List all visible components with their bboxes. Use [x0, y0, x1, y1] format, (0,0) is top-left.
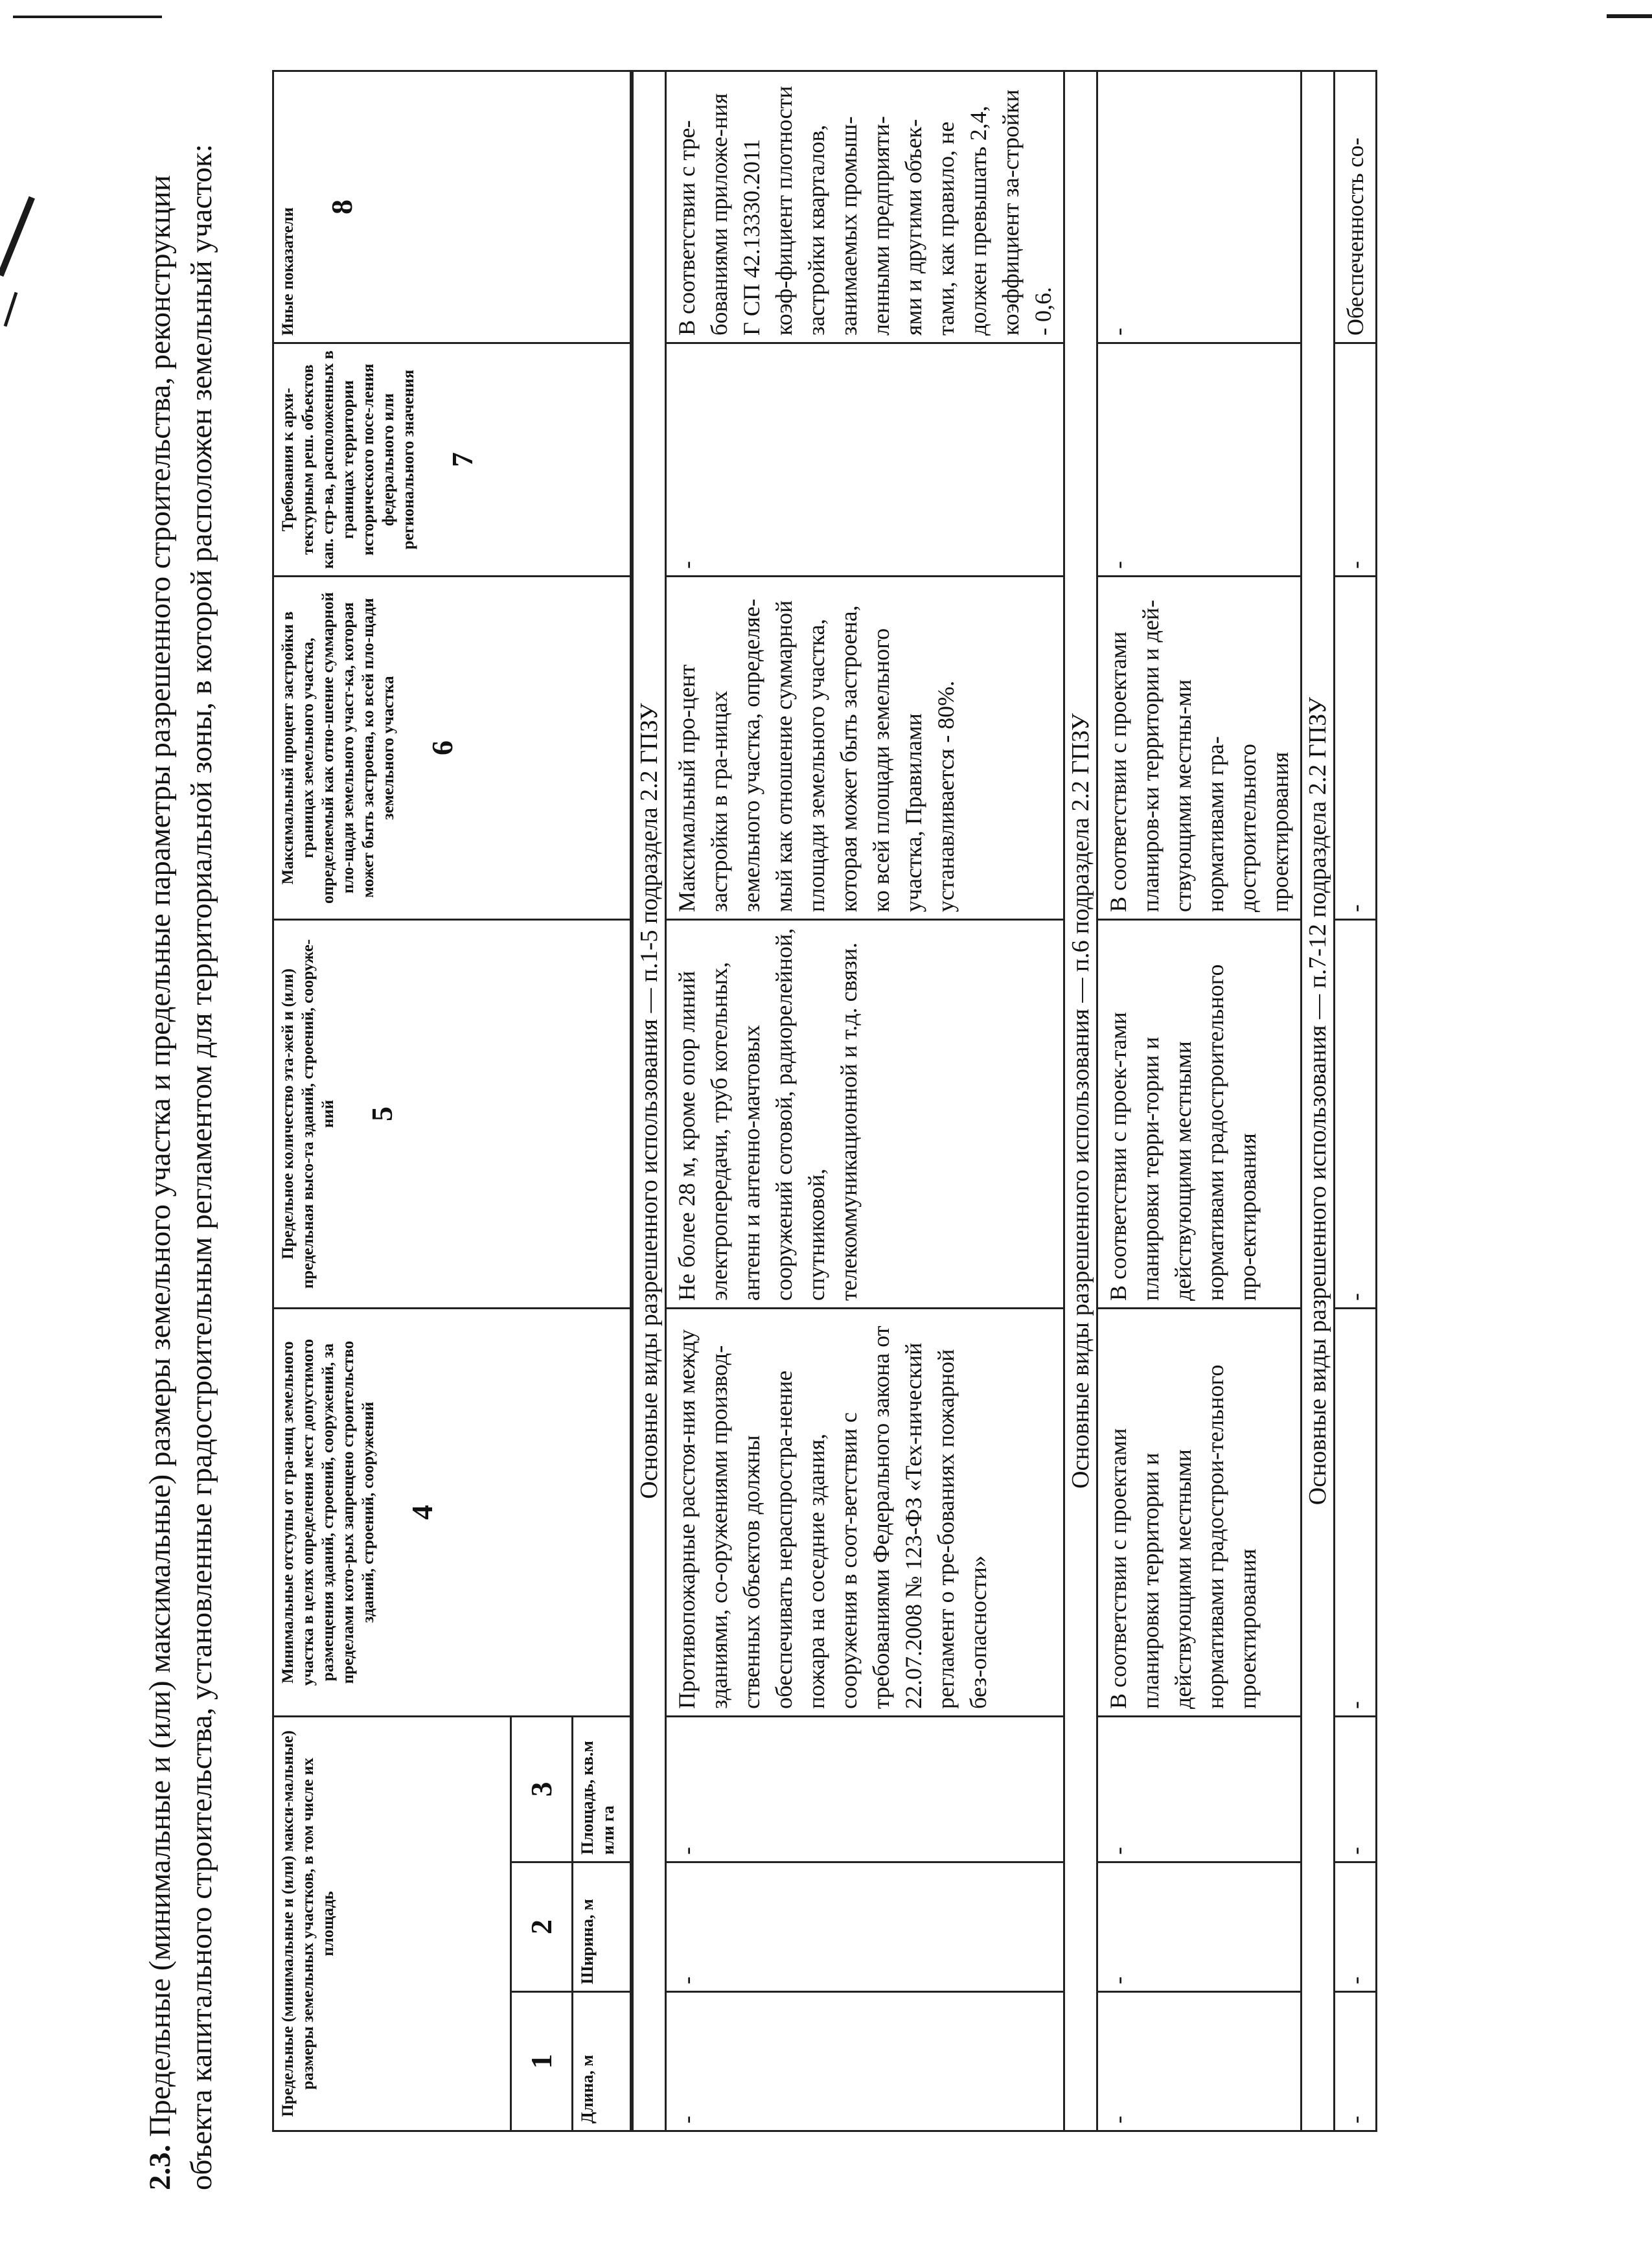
cell-building-percent: Максимальный про-цент застройки в гра-ницах земельного участка, определяе-мый как отношение суммарной площади земельного участка, которая может быть застроена, ко всей площади земельного участка, Правилами устанавливается - 80%.: [666, 577, 1064, 920]
cell-building-percent: В соответствии с проектами планиров-ки территории и дей-ствующими местны-ми нормативами гра-достроительного проектирования: [1097, 577, 1302, 920]
group-title-row: [1302, 71, 1335, 2131]
cell-architectural: -: [666, 343, 1064, 577]
subheader-length: Длина, м: [573, 1992, 631, 2131]
cell-setbacks: -: [1335, 1309, 1377, 1717]
cell-architectural: -: [1097, 343, 1302, 577]
cell-width: -: [1097, 1862, 1302, 1992]
column-number: 3: [511, 1717, 573, 1862]
cell-area: -: [666, 1717, 1064, 1862]
cell-area: -: [1335, 1717, 1377, 1862]
cell-floors-height: -: [1335, 920, 1377, 1309]
cell-area: -: [1097, 1717, 1302, 1862]
group-title: Основные виды разрешенного использования — п.6 подраздела 2.2 ГПЗУ: [1064, 71, 1097, 2131]
section-number: 2.3.: [143, 2144, 177, 2190]
group-title: Основные виды разрешенного использования — п.1-5 подраздела 2.2 ГПЗУ: [633, 71, 666, 2131]
group-title-row: [1064, 71, 1097, 2131]
column-number: 2: [511, 1862, 573, 1992]
cell-architectural: -: [1335, 343, 1377, 577]
subheader-area: Площадь, кв.м или га: [573, 1717, 631, 1862]
cell-setbacks: Противопожарные расстоя-ния между зданиями, со-оружениями производ-ственных объектов должны обеспечивать нераспростра-нение пожара на соседние здания, сооружения в соот-ветствии с требованиями Федерального закона от 22.07.2008 № 123-ФЗ «Тех-нический регламент о тре-бованиях пожарной без-опасности»: [666, 1309, 1064, 1717]
cell-setbacks: В соответствии с проектами планировки территории и действующими местными нормативами градострои-тельного проектирования: [1097, 1309, 1302, 1717]
header-row: [273, 71, 511, 2131]
column-number: 7: [446, 452, 479, 467]
column-number: 4: [406, 1505, 439, 1520]
cell-other: Обеспеченность со-: [1335, 71, 1377, 343]
column-number: 5: [365, 1106, 398, 1121]
header-land-plot-sizes: Предельные (минимальные и (или) макси-мальные) размеры земельных участков, в том числе их площадь: [273, 1717, 511, 2131]
cell-floors-height: В соответствии с проек-тами планировки терри-тории и действующими местными нормативами градостроительного про-ектирования: [1097, 920, 1302, 1309]
header-architectural-requirements: Требования к архи-тектурным реш. объектов кап. стр-ва, расположенных в границах территории исторического посе-ления федерального или регионального значения 7: [273, 343, 631, 577]
cell-length: -: [1097, 1992, 1302, 2131]
subheader-width: Ширина, м: [573, 1862, 631, 1992]
table-row: [1097, 71, 1302, 2131]
group-title: Основные виды разрешенного использования — п.7-12 подраздела 2.2 ГПЗУ: [1302, 71, 1335, 2131]
column-number: 1: [511, 1992, 573, 2131]
column-number: 8: [325, 200, 358, 214]
cell-building-percent: -: [1335, 577, 1377, 920]
table-row: [1335, 71, 1377, 2131]
header-max-floors-height: Предельное количество эта-жей и (или) предельная высо-та зданий, строений, сооруже-ний 5: [273, 920, 631, 1309]
header-max-building-percent: Максимальный процент застройки в границах земельного участка, определяемый как отно-шение суммарной пло-щади земельного участ-ка, которая может быть застроена, ко всей пло-щади земельного участка 6: [273, 577, 631, 920]
cell-length: -: [1335, 1992, 1377, 2131]
cell-other: -: [1097, 71, 1302, 343]
header-min-setbacks: Минимальные отступы от гра-ниц земельного участка в целях определения мест допустимого размещения зданий, строений, сооружений, за пределами кото-рых запрещено строительство зданий, строений, сооружений 4: [273, 1309, 631, 1717]
table-row: [666, 71, 1064, 2131]
header-other-indicators: Иные показатели 8: [273, 71, 631, 343]
cell-other: В соответствии с тре-бованиями приложе-ния Г СП 42.13330.2011 коэф-фициент плотности застройки кварталов, занимаемых промыш-ленными предприяти-ями и другими объек-тами, как правило, не должен превышать 2,4, коэффициент за-стройки - 0,6.: [666, 71, 1064, 343]
section-heading: [139, 72, 222, 2190]
group-title-row: [633, 71, 666, 2131]
parameters-table: [272, 70, 1377, 2132]
cell-floors-height: Не более 28 м, кроме опор линий электропередачи, труб котельных, антенн и антенно-мачтовых сооружений сотовой, радиорелейной, спутниковой, телекоммуникационной и т.д. связи.: [666, 920, 1064, 1309]
cell-length: -: [666, 1992, 1064, 2131]
cell-width: -: [1335, 1862, 1377, 1992]
section-heading-text: Предельные (минимальные и (или) максимальные) размеры земельного участка и предельные параметры разрешенного строительства, реконструкции объекта капитального строительства, установленные градостроительным регламентом для территориальной зоны, в которой расположен земельный участок:: [143, 144, 218, 2190]
cell-width: -: [666, 1862, 1064, 1992]
column-number: 6: [426, 740, 459, 755]
